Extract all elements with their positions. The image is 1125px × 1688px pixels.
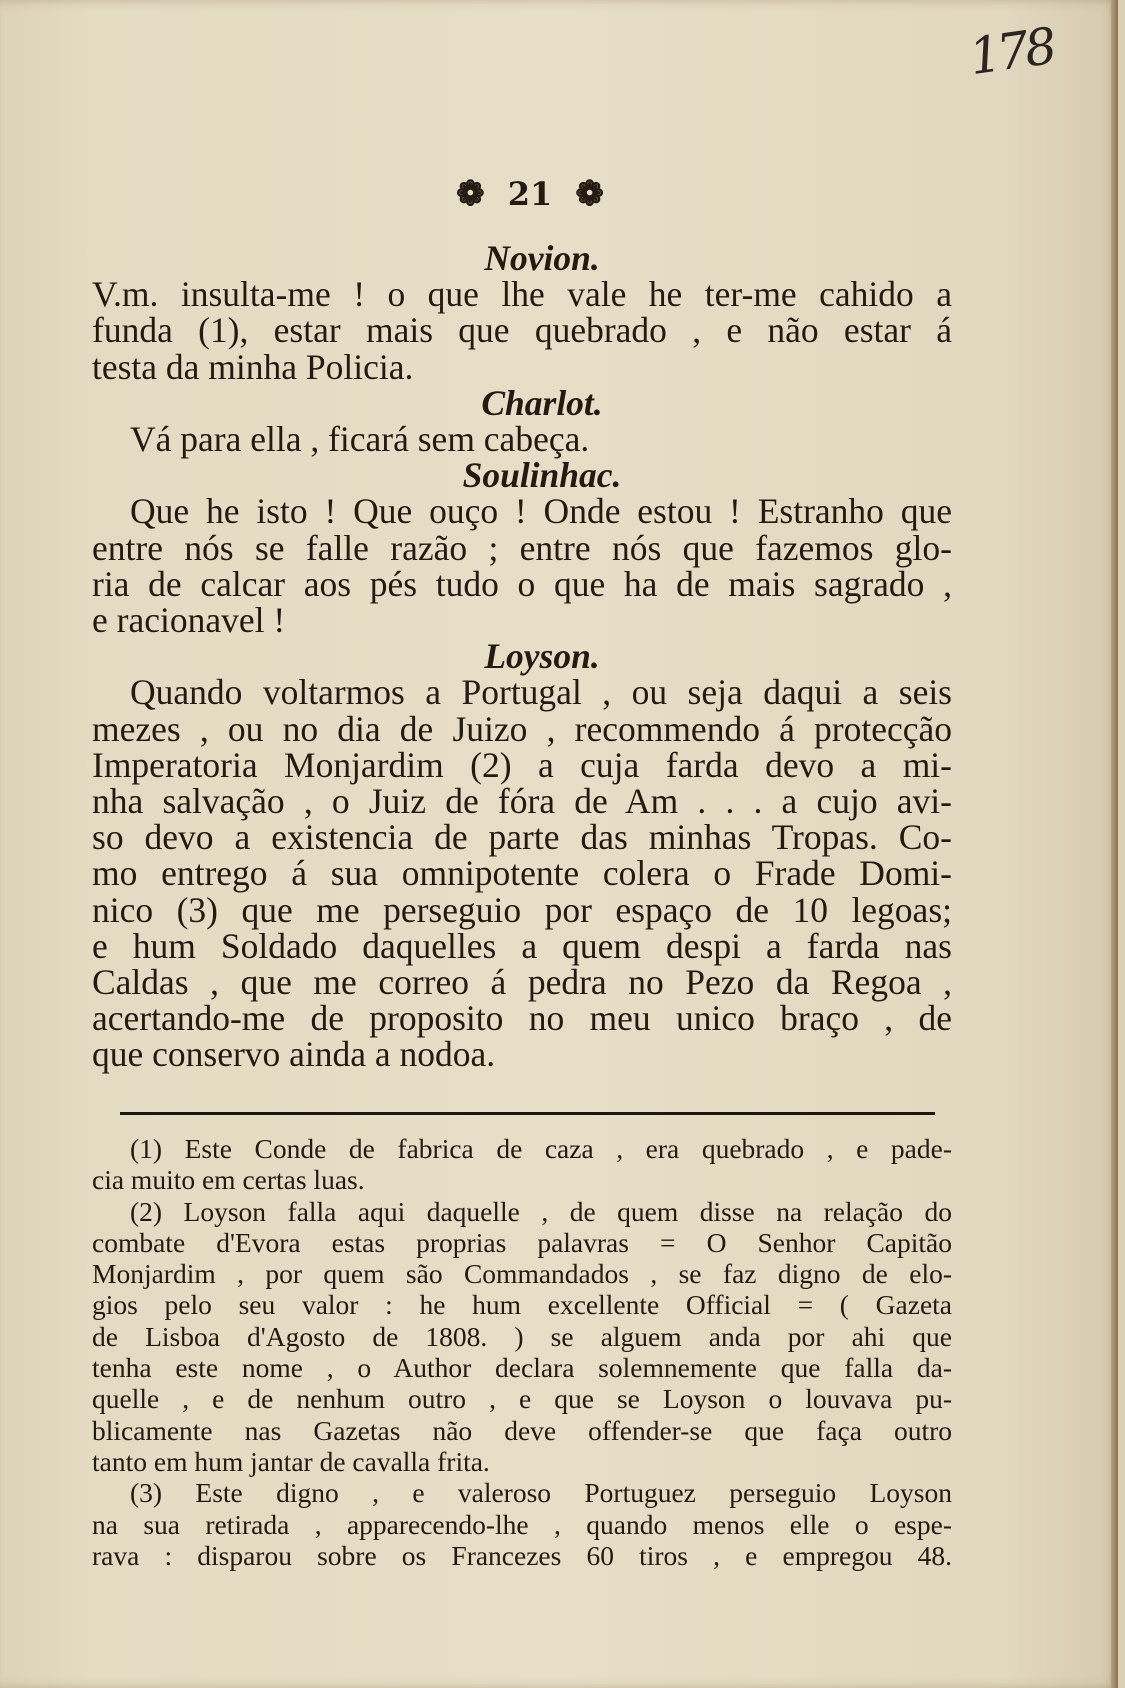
ornament-left-icon: ❁ xyxy=(456,173,485,214)
text-line: Vá para ella , ficará sem cabeça. xyxy=(130,419,590,460)
handwritten-folio-number: 178 xyxy=(965,17,1057,87)
text-line: testa da minha Policia. xyxy=(92,346,414,387)
text-line: Imperatoria Monjardim (2) a cuja farda devo a mi- xyxy=(92,744,952,785)
page-header xyxy=(430,172,630,222)
footnote-line: na sua retirada , apparecendo-lhe , quando menos elle o espe- xyxy=(92,1508,952,1540)
speaker-name: Loyson. xyxy=(484,636,600,677)
page-edge xyxy=(1111,0,1118,1688)
text-line: Quando voltarmos a Portugal , ou seja daqui a seis xyxy=(130,672,952,713)
footnote-line: (3) Este digno , e valeroso Portuguez perseguio Loyson xyxy=(130,1477,952,1509)
text-line: ria de calcar aos pés tudo o que ha de mais sagrado , xyxy=(92,563,952,604)
text-line: acertando-me de proposito no meu unico braço , de xyxy=(92,998,952,1039)
text-line: V.m. insulta-me ! o que lhe vale he ter-me cahido a xyxy=(92,274,952,315)
speaker-name: Charlot. xyxy=(481,382,603,423)
footnote-line: rava : disparou sobre os Francezes 60 tiros , e empregou 48. xyxy=(92,1539,952,1571)
footnote-line: (1) Este Conde de fabrica de caza , era quebrado , e pade- xyxy=(130,1133,952,1164)
footnote-line: tenha este nome , o Author declara solemnemente que falla da- xyxy=(92,1352,952,1384)
footnote-line: (2) Loyson falla aqui daquelle , de quem disse na relação do xyxy=(130,1195,952,1227)
text-line: Que he isto ! Que ouço ! Onde estou ! Estranho que xyxy=(130,491,952,532)
footnote-line: quelle , e de nenhum outro , e que se Loyson o louvava pu- xyxy=(92,1383,952,1415)
page-number: 21 xyxy=(507,174,553,213)
text-line: que conservo ainda a nodoa. xyxy=(92,1034,496,1075)
footnote-line: de Lisboa d'Agosto de 1808. ) se alguem anda por ahi que xyxy=(92,1320,952,1352)
text-line: Caldas , que me correo á pedra no Pezo da Regoa , xyxy=(92,962,952,1003)
text-line: entre nós se falle razão ; entre nós que fazemos glo- xyxy=(92,527,952,568)
text-line: so devo a existencia de parte das minhas Tropas. Co- xyxy=(92,817,952,858)
footnote-line: cia muito em certas luas. xyxy=(92,1164,365,1196)
speaker-name: Novion. xyxy=(484,238,600,278)
footnotes xyxy=(92,1133,952,1571)
text-line: e racionavel ! xyxy=(92,600,286,641)
footnote-divider xyxy=(120,1112,935,1115)
footnote-line: blicamente nas Gazetas não deve offender-se que faça outro xyxy=(92,1414,952,1446)
text-line: nha salvação , o Juiz de fóra de Am . . . a cujo avi- xyxy=(92,781,952,822)
ornament-right-icon: ❁ xyxy=(575,173,604,214)
text-line: e hum Soldado daquelles a quem despi a farda nas xyxy=(92,925,952,966)
text-line: funda (1), estar mais que quebrado , e não estar á xyxy=(92,310,952,351)
footnote-line: combate d'Evora estas proprias palavras = O Senhor Capitão xyxy=(92,1226,952,1258)
main-text xyxy=(92,240,952,1073)
text-line: mezes , ou no dia de Juizo , recommendo á protecção xyxy=(92,708,952,749)
footnote-line: gios pelo seu valor : he hum excellente Official = ( Gazeta xyxy=(92,1289,952,1321)
footnote-line: tanto em hum jantar de cavalla frita. xyxy=(92,1445,490,1477)
text-line: mo entrego á sua omnipotente colera o Frade Domi- xyxy=(92,853,952,894)
speaker-name: Soulinhac. xyxy=(462,455,622,496)
footnote-line: Monjardim , por quem são Commandados , se faz digno de elo- xyxy=(92,1258,952,1290)
text-line: nico (3) que me perseguio por espaço de 10 legoas; xyxy=(92,889,952,930)
